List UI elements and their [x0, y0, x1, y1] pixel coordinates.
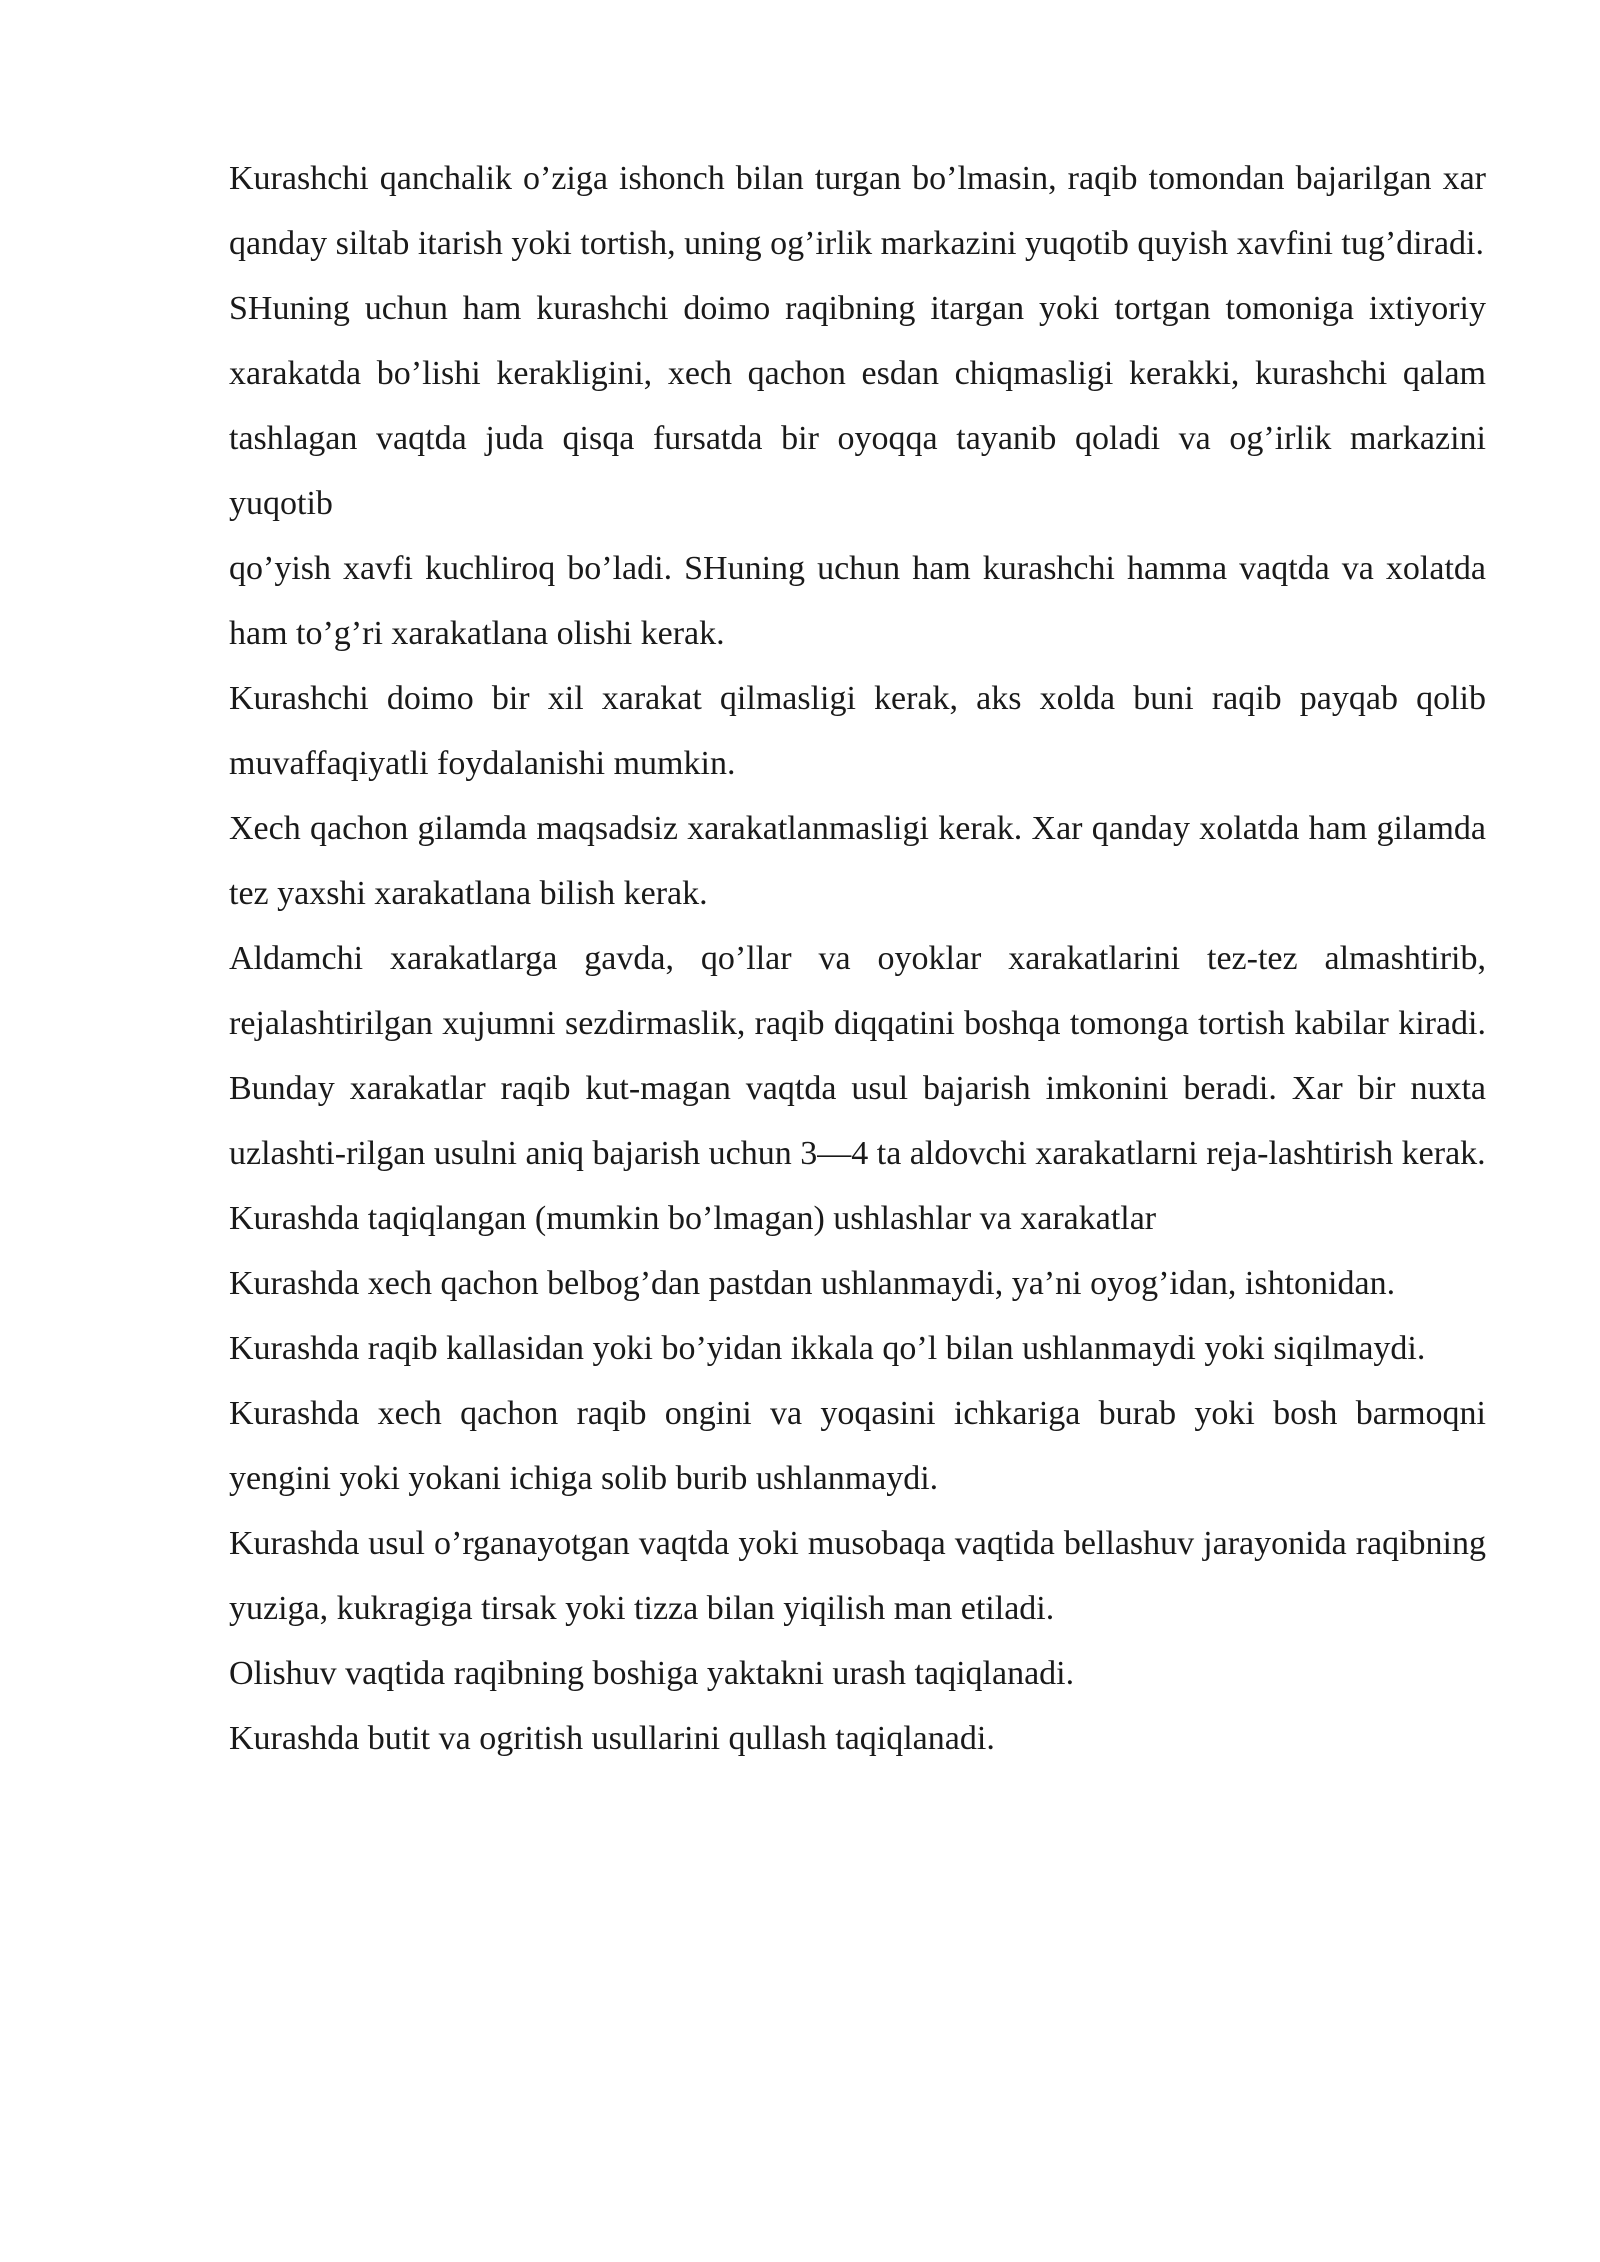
section-heading: Kurashda taqiqlangan (mumkin bo’lmagan) ushlashlar va xarakatlar [229, 1200, 1157, 1237]
paragraph-9: Kurashda raqib kallasidan yoki bo’yidan ikkala qo’l bilan ushlanmaydi yoki siqilmaydi. [229, 1330, 1426, 1367]
paragraph-10: Kurashda xech qachon raqib ongini va yoqasini ichkariga burab yoki bosh barmoqni yengini yoki yokani ichiga solib burib ushlanmaydi. [229, 1395, 1486, 1497]
paragraph-2: SHuning uchun ham kurashchi doimo raqibning itargan yoki tortgan tomoniga ixtiyoriy xarakatda bo’lishi kerakligini, xech qachon esdan chiqmasligi kerakki, kurashchi qalam tashlagan vaqtda juda qisqa fursatda bir oyoqqa tayanib qoladi va og’irlik markazini yuqotib [229, 290, 1486, 522]
paragraph-13: Kurashda butit va ogritish usullarini qullash taqiqlanadi. [229, 1720, 995, 1757]
paragraph-4: Kurashchi doimo bir xil xarakat qilmasligi kerak, aks xolda buni raqib payqab qolib muvaffaqiyatli foydalanishi mumkin. [229, 680, 1486, 782]
paragraph-12: Olishuv vaqtida raqibning boshiga yaktakni urash taqiqlanadi. [229, 1655, 1075, 1692]
paragraph-1: Kurashchi qanchalik o’ziga ishonch bilan turgan bo’lmasin, raqib tomondan bajarilgan xar qanday siltab itarish yoki tortish, uning og’irlik markazini yuqotib quyish xavfini tug’diradi. [229, 160, 1486, 262]
paragraph-3: qo’yish xavfi kuchliroq bo’ladi. SHuning uchun ham kurashchi hamma vaqtda va xolatda ham to’g’ri xarakatlana olishi kerak. [229, 550, 1486, 652]
paragraph-6: Aldamchi xarakatlarga gavda, qo’llar va oyoklar xarakatlarini tez-tez almashtirib, rejalashtirilgan xujumni sezdirmaslik, raqib diqqatini boshqa tomonga tortish kabilar kiradi. Bunday xarakatlar raqib kut-magan vaqtda usul bajarish imkonini beradi. Xar bir nuxta uzlashti-rilgan usulni aniq bajarish uchun 3—4 ta aldovchi xarakatlarni reja-lashtirish kerak. [229, 940, 1486, 1172]
paragraph-11: Kurashda usul o’rganayotgan vaqtda yoki musobaqa vaqtida bellashuv jarayonida raqibning yuziga, kukragiga tirsak yoki tizza bilan yiqilish man etiladi. [229, 1525, 1486, 1627]
paragraph-5: Xech qachon gilamda maqsadsiz xarakatlanmasligi kerak. Xar qanday xolatda ham gilamda tez yaxshi xarakatlana bilish kerak. [229, 810, 1486, 912]
document-body [229, 146, 1486, 1771]
paragraph-8: Kurashda xech qachon belbog’dan pastdan ushlanmaydi, ya’ni oyog’idan, ishtonidan. [229, 1265, 1396, 1302]
